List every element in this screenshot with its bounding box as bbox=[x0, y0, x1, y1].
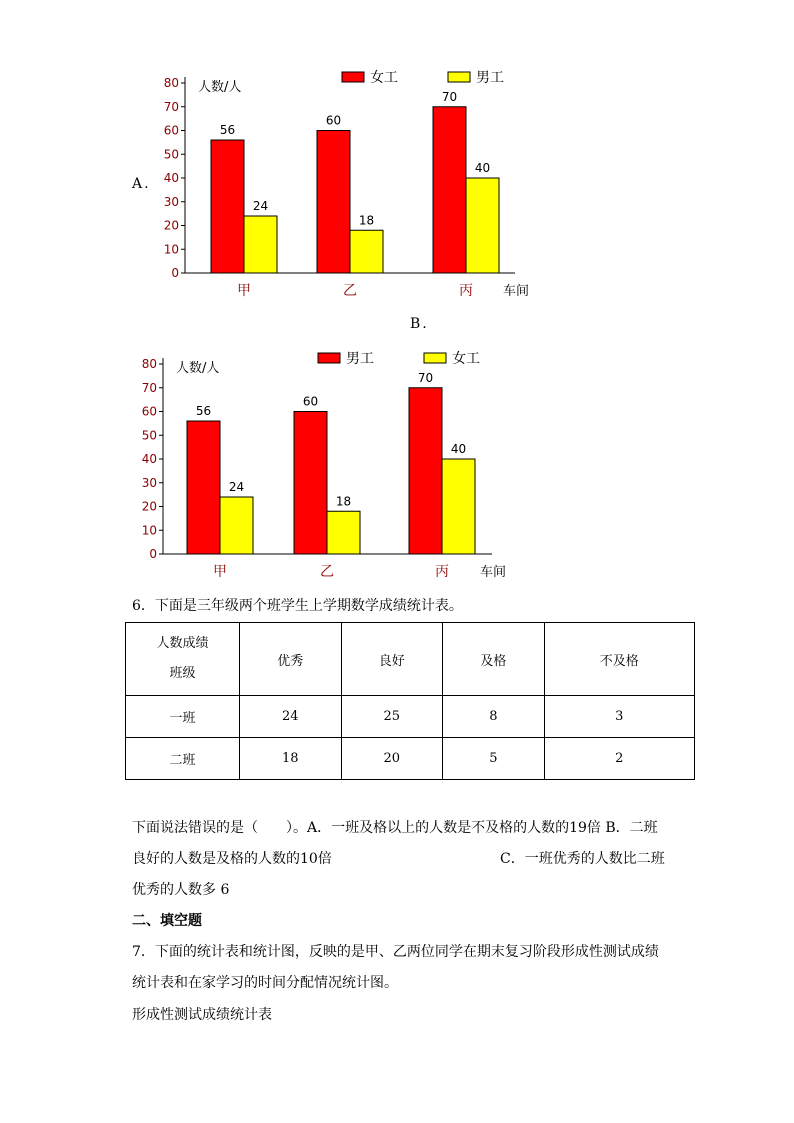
data-label: 18 bbox=[335, 494, 352, 509]
x-tick-label: 丙 bbox=[435, 564, 449, 580]
bar bbox=[294, 412, 327, 555]
bar bbox=[244, 216, 277, 273]
bar bbox=[211, 140, 244, 273]
q6-intro: 6．下面是三年级两个班学生上学期数学成绩统计表。 bbox=[132, 598, 463, 614]
bar bbox=[327, 511, 360, 554]
q7-line2: 统计表和在家学习的时间分配情况统计图。 bbox=[132, 975, 398, 991]
legend-swatch bbox=[448, 72, 470, 82]
y-tick-label: 0 bbox=[149, 547, 157, 561]
legend-label: 男工 bbox=[346, 351, 374, 367]
col-header: 优秀 bbox=[240, 623, 342, 696]
col-header: 良好 bbox=[341, 623, 443, 696]
bar bbox=[220, 497, 253, 554]
y-tick-label: 80 bbox=[163, 76, 179, 90]
table-row bbox=[126, 696, 695, 738]
q6-statement-line2a: 良好的人数是及格的人数的10倍 bbox=[132, 851, 332, 867]
legend-label: 女工 bbox=[452, 351, 480, 367]
data-label: 56 bbox=[195, 404, 212, 418]
row-header: 一班 bbox=[126, 696, 240, 738]
x-axis-label: 车间 bbox=[503, 284, 530, 299]
legend-label: 女工 bbox=[370, 70, 398, 86]
x-tick-label: 乙 bbox=[320, 564, 334, 580]
legend-swatch bbox=[342, 72, 364, 82]
q6-statement-line3: 优秀的人数多 6 bbox=[132, 882, 230, 898]
bar bbox=[409, 388, 442, 554]
table-cell: 5 bbox=[443, 738, 545, 780]
q6-statement-line2b: C．一班优秀的人数比二班 bbox=[500, 851, 665, 867]
bar-chart-b bbox=[128, 346, 518, 591]
table-cell: 25 bbox=[341, 696, 443, 738]
legend-label: 男工 bbox=[476, 70, 504, 86]
table-header-row bbox=[126, 623, 695, 696]
data-label: 70 bbox=[417, 370, 434, 385]
y-tick-label: 40 bbox=[163, 171, 179, 185]
y-tick-label: 20 bbox=[163, 218, 179, 233]
data-label: 40 bbox=[474, 161, 491, 175]
y-tick-label: 70 bbox=[141, 380, 157, 395]
data-label: 24 bbox=[252, 199, 269, 213]
x-tick-label: 乙 bbox=[343, 283, 357, 299]
y-tick-label: 80 bbox=[141, 357, 157, 371]
y-tick-label: 50 bbox=[163, 147, 179, 162]
y-tick-label: 0 bbox=[171, 266, 179, 280]
y-tick-label: 60 bbox=[163, 123, 179, 138]
y-tick-label: 60 bbox=[141, 404, 157, 419]
corner-bottom-label: 班级 bbox=[169, 666, 196, 681]
q7-line1: 7．下面的统计表和统计图，反映的是甲、乙两位同学在期末复习阶段形成性测试成绩 bbox=[132, 944, 659, 960]
table-cell: 18 bbox=[240, 738, 342, 780]
grades-table bbox=[125, 622, 695, 780]
bar bbox=[442, 459, 475, 554]
y-tick-label: 40 bbox=[141, 452, 157, 466]
bar bbox=[433, 107, 466, 273]
y-tick-label: 30 bbox=[163, 194, 179, 209]
data-label: 70 bbox=[441, 89, 458, 104]
x-tick-label: 丙 bbox=[459, 283, 473, 299]
y-axis-label: 人数/人 bbox=[198, 80, 242, 95]
option-a-label: A. bbox=[132, 176, 151, 192]
q6-statement-line1: 下面说法错误的是（ ）。A．一班及格以上的人数是不及格的人数的19倍 B．二班 bbox=[132, 820, 658, 836]
option-b-label: B. bbox=[410, 316, 429, 332]
legend-swatch bbox=[318, 353, 340, 363]
legend-swatch bbox=[424, 353, 446, 363]
table-cell: 8 bbox=[443, 696, 545, 738]
x-axis-label: 车间 bbox=[480, 565, 507, 580]
data-label: 18 bbox=[358, 213, 375, 228]
data-label: 60 bbox=[325, 113, 342, 128]
table-corner-cell bbox=[126, 623, 240, 696]
col-header: 及格 bbox=[443, 623, 545, 696]
y-tick-label: 50 bbox=[141, 428, 157, 443]
y-tick-label: 20 bbox=[141, 499, 157, 514]
data-label: 40 bbox=[450, 442, 467, 456]
bar bbox=[350, 230, 383, 273]
table-row bbox=[126, 738, 695, 780]
table-cell: 20 bbox=[341, 738, 443, 780]
col-header: 不及格 bbox=[544, 623, 694, 696]
y-tick-label: 10 bbox=[141, 523, 157, 538]
y-tick-label: 30 bbox=[141, 475, 157, 490]
data-label: 24 bbox=[228, 480, 245, 494]
row-header: 二班 bbox=[126, 738, 240, 780]
table-cell: 3 bbox=[544, 696, 694, 738]
table-cell: 24 bbox=[240, 696, 342, 738]
x-tick-label: 甲 bbox=[237, 283, 251, 299]
section-title: 二、填空题 bbox=[132, 913, 202, 929]
bar bbox=[317, 131, 350, 274]
table-cell: 2 bbox=[544, 738, 694, 780]
corner-top-label: 人数成绩 bbox=[156, 636, 209, 651]
y-tick-label: 70 bbox=[163, 99, 179, 114]
data-label: 56 bbox=[219, 123, 236, 137]
y-tick-label: 10 bbox=[163, 242, 179, 257]
x-tick-label: 甲 bbox=[213, 564, 227, 580]
bar bbox=[466, 178, 499, 273]
bar-chart-a bbox=[150, 65, 530, 310]
y-axis-label: 人数/人 bbox=[176, 361, 220, 376]
q7-table-title: 形成性测试成绩统计表 bbox=[132, 1007, 272, 1023]
bar bbox=[187, 421, 220, 554]
data-label: 60 bbox=[302, 394, 319, 409]
